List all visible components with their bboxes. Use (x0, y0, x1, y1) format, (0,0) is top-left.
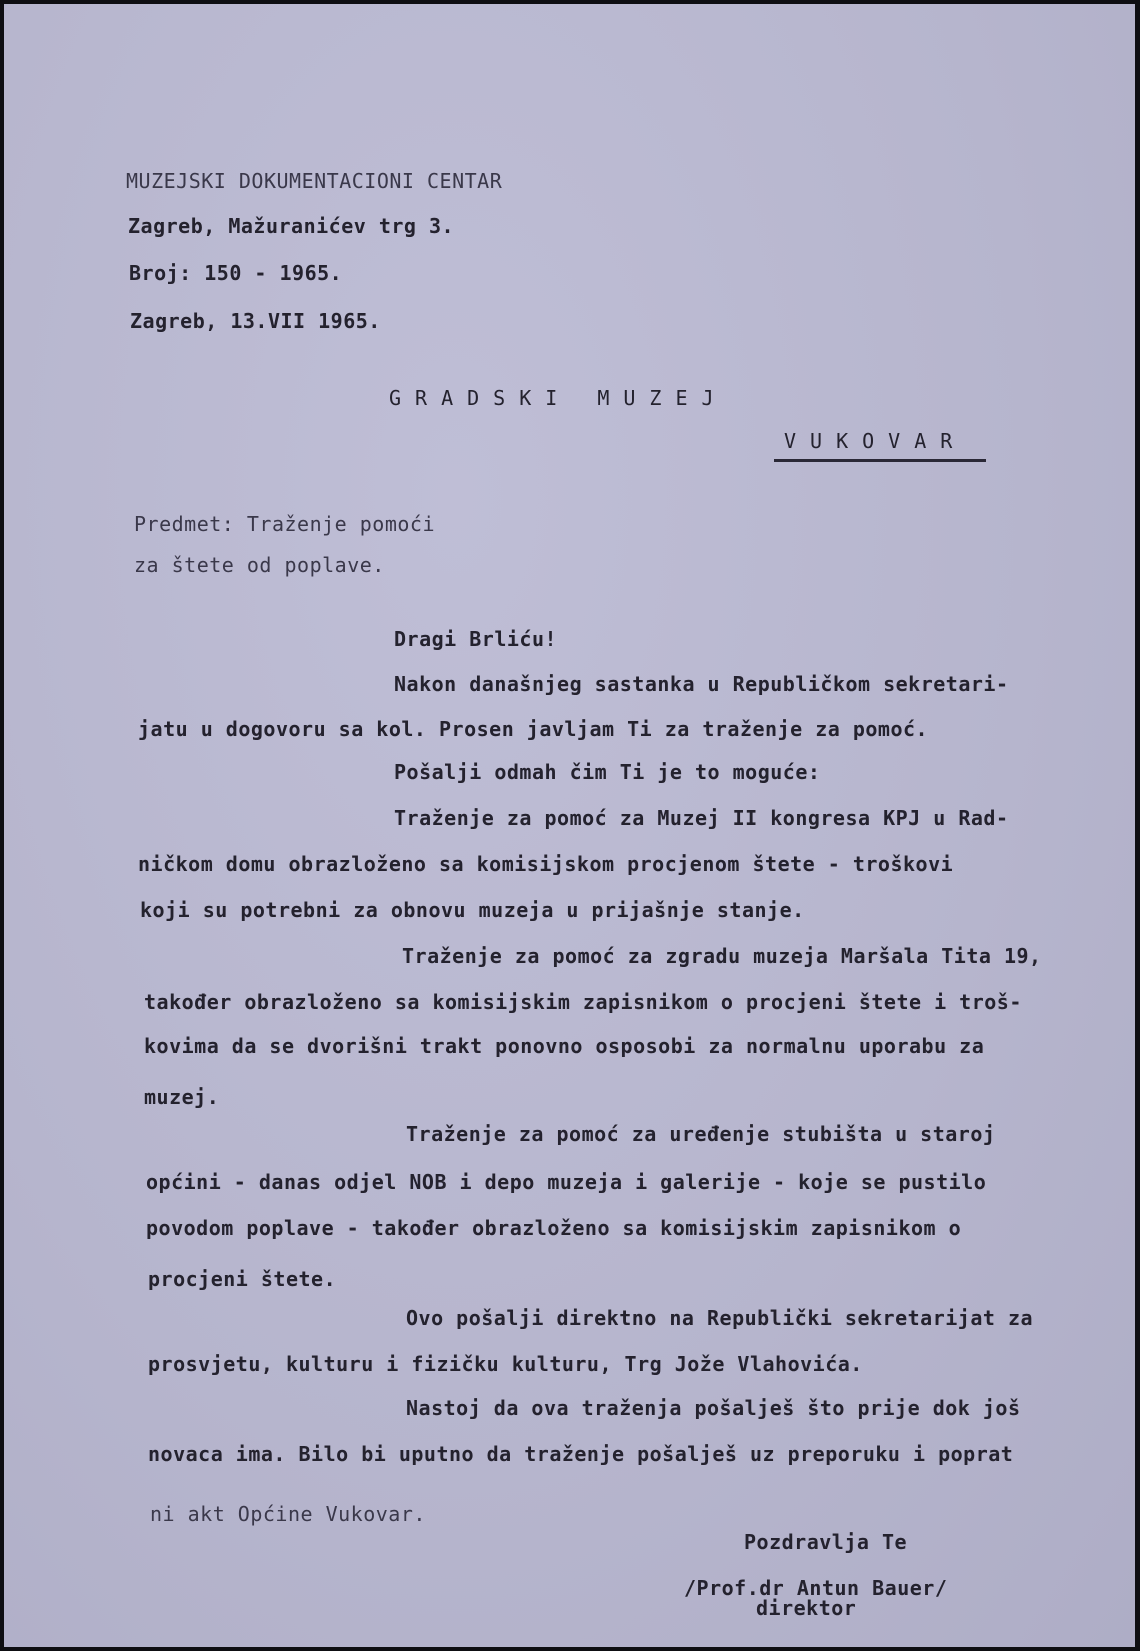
institution-name: MUZEJSKI DOKUMENTACIONI CENTAR (126, 169, 503, 193)
signature-title: direktor (756, 1596, 857, 1620)
body-line: muzej. (144, 1085, 220, 1109)
recipient-name: GRADSKI MUZEJ (389, 386, 728, 410)
body-line: Ovo pošalji direktno na Republički sekretarijat za (406, 1306, 1034, 1330)
body-line: novaca ima. Bilo bi uputno da traženje pošalješ uz preporuku i poprat (148, 1442, 1014, 1466)
reference-number: Broj: 150 - 1965. (129, 261, 343, 285)
recipient-underline (774, 459, 986, 462)
body-line: koji su potrebni za obnovu muzeja u prijašnje stanje. (140, 898, 805, 922)
body-line: Traženje za pomoć za Muzej II kongresa KPJ u Rad- (394, 806, 1009, 830)
body-line: prosvjetu, kulturu i fizičku kulturu, Trg Jože Vlahovića. (148, 1352, 863, 1376)
body-line: povodom poplave - također obrazloženo sa komisijskim zapisnikom o (146, 1216, 962, 1240)
body-line: Traženje za pomoć za uređenje stubišta u staroj (406, 1122, 996, 1146)
body-line: Pošalji odmah čim Ti je to moguće: (394, 760, 821, 784)
recipient-city: VUKOVAR (784, 429, 967, 453)
body-line: općini - danas odjel NOB i depo muzeja i galerije - koje se pustilo (146, 1170, 987, 1194)
body-line: jatu u dogovoru sa kol. Prosen javljam Ti za traženje za pomoć. (138, 717, 929, 741)
salutation: Dragi Brliću! (394, 627, 558, 651)
body-line: Nastoj da ova traženja pošalješ što prije dok još (406, 1396, 1021, 1420)
signature-name: /Prof.dr Antun Bauer/ (684, 1576, 948, 1600)
subject-line-2: za štete od poplave. (134, 553, 385, 577)
body-line: Nakon današnjeg sastanka u Republičkom sekretari- (394, 672, 1009, 696)
letter-date: Zagreb, 13.VII 1965. (130, 309, 381, 333)
body-line: procjeni štete. (148, 1267, 337, 1291)
subject-line-1: Predmet: Traženje pomoći (134, 512, 435, 536)
body-line: Traženje za pomoć za zgradu muzeja Maršala Tita 19, (402, 944, 1042, 968)
body-line: kovima da se dvorišni trakt ponovno osposobi za normalnu uporabu za (144, 1034, 985, 1058)
body-line: ničkom domu obrazloženo sa komisijskom procjenom štete - troškovi (138, 852, 954, 876)
closing-greeting: Pozdravlja Te (744, 1530, 908, 1554)
institution-address: Zagreb, Mažuranićev trg 3. (128, 214, 455, 238)
letter-page (4, 4, 1135, 1647)
body-line: ni akt Općine Vukovar. (150, 1502, 426, 1526)
body-line: također obrazloženo sa komisijskim zapisnikom o procjeni štete i troš- (144, 990, 1022, 1014)
